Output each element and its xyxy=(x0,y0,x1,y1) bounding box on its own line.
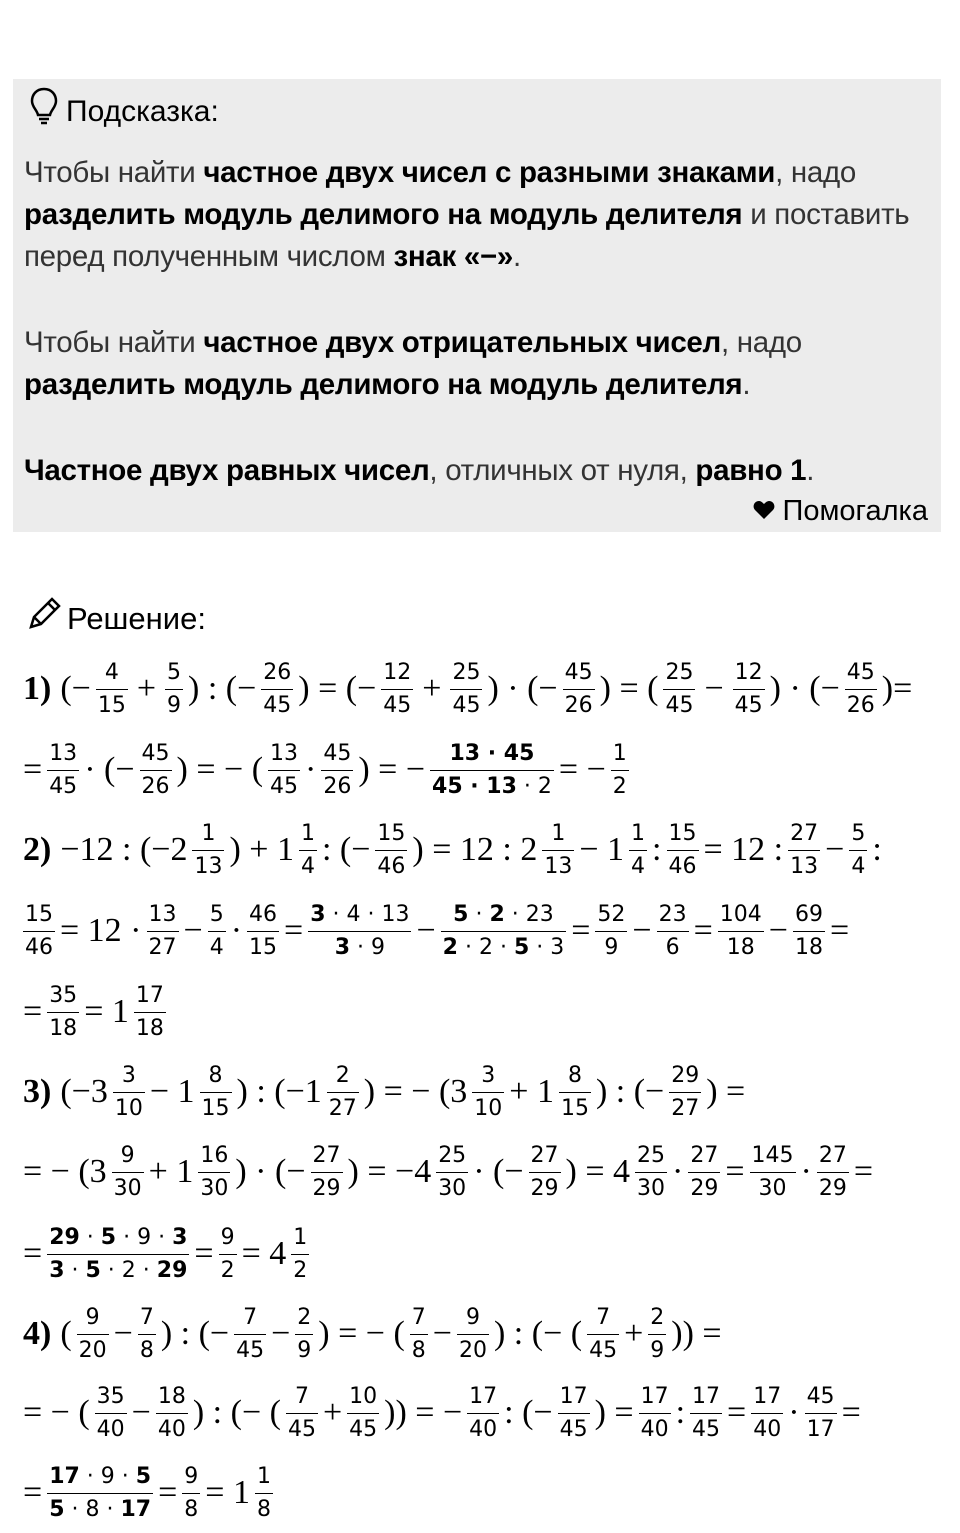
solution-header xyxy=(25,595,206,643)
math-line: = − (3 9 30 + 1 16 30 ) · (− 27 29 ) = −4 25 30 · (− 27 29 ) = 4 25 30 · 27 29 = 145 30 · 27 29 = xyxy=(23,1142,874,1201)
pencil-icon xyxy=(25,595,67,643)
heart-icon xyxy=(753,491,783,531)
math-line: = − ( 35 40 − 18 40 ) : (− ( 7 45 + 10 45 )) = − 17 40 : (− 17 45 ) = 17 40 : 17 45 = 17 40 · 45 17 = xyxy=(23,1383,861,1442)
hint-paragraph-2: Чтобы найти частное двух отрицательных чисел, надо разделить модуль делимого на модуль делителя. xyxy=(24,326,802,401)
math-line: 15 46 = 12 · 13 27 − 5 4 · 46 15 = 3 · 4 · 13 3 · 9 − 5 · 2 · 23 2 · 2 · 5 · 3 = 52 9 − 23 6 = 104 18 − 69 18 = xyxy=(25,901,850,960)
lightbulb-icon xyxy=(30,87,66,136)
math-line: = 35 18 = 1 17 18 xyxy=(23,982,164,1041)
solution-title: Решение: xyxy=(67,601,206,636)
math-line: 1) (− 4 15 + $\frac{5}{9}$ ) : (− 26 45 ) = (− 12 45 + $\frac{25}{45}$ ) · (− 45 26 ) = ( 25 45 − $\frac{12}{45}$ ) · (− 45 26 )= xyxy=(23,659,913,718)
math-line: 2) −12 : (−2 1 13 ) + 1 1 4 : (− 15 46 ) = 12 : 2 1 13 − 1 1 4 : 15 46 = 12 : 27 13 − 5 4 : xyxy=(23,820,882,879)
hint-title: Подсказка: xyxy=(66,94,219,128)
math-line: = 17 · 9 · 5 5 · 8 · 17 = 9 8 = 1 1 8 xyxy=(23,1463,271,1522)
math-line: 3) (−3 3 10 − 1 8 15 ) : (−1 2 27 ) = − (3 3 10 + 1 8 15 ) : (− 29 27 ) = xyxy=(23,1062,746,1121)
math-line: = 29 · 5 · 9 · 3 3 · 5 · 2 · 29 = 9 2 = 4 1 2 xyxy=(23,1224,308,1283)
hint-paragraph-1: Чтобы найти частное двух чисел с разными знаками, надо разделить модуль делимого на модуль делителя и поставить перед полученным числом знак «−». xyxy=(24,156,910,273)
credit-label: Помогалка xyxy=(782,495,928,527)
credit xyxy=(753,491,928,531)
hint-paragraph-3: Частное двух равных чисел, отличных от нуля, равно 1. xyxy=(24,454,815,487)
math-line: = 13 45 · (− 45 26 ) = − ( 13 45 · 45 26 ) = − 13 · 45 45 · 13 · 2 = − 1 2 xyxy=(23,740,627,799)
hint-header xyxy=(30,87,219,136)
hint-box xyxy=(13,79,941,532)
math-line: 4) ( 9 20 − 7 8 ) : (− 7 45 − 2 9 ) = − ( 7 8 − 9 20 ) : (− ( 7 45 + 2 9 )) = xyxy=(23,1304,722,1363)
